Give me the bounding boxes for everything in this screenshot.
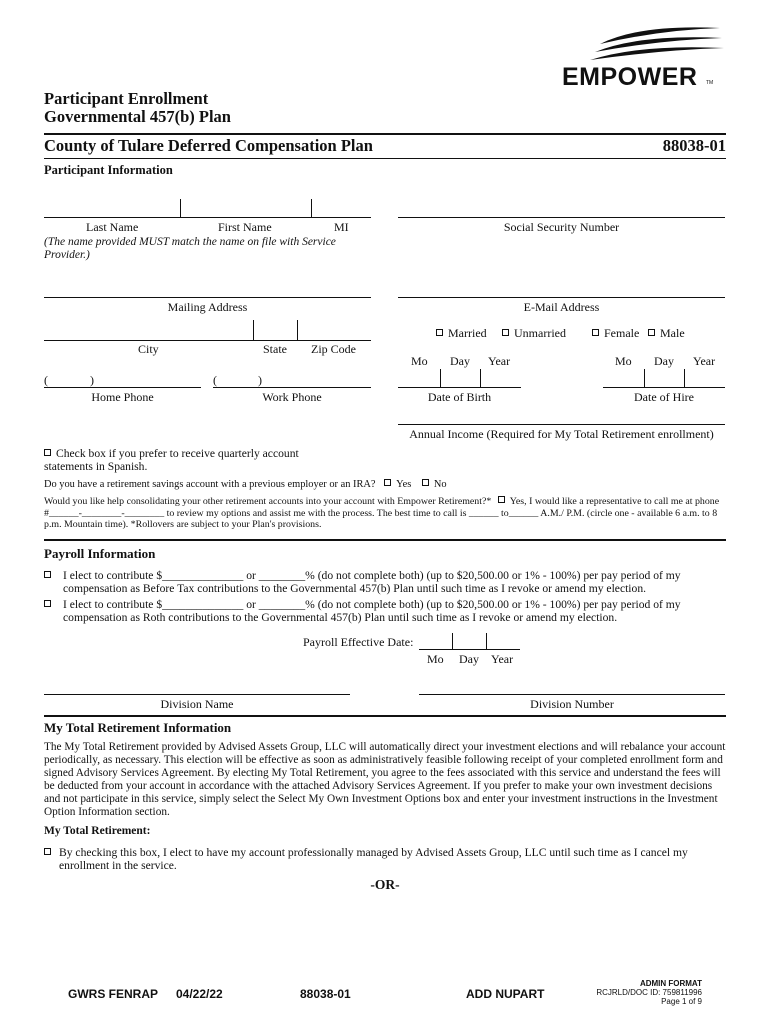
- mtr-subheading: My Total Retirement:: [44, 825, 151, 837]
- admin-format: ADMIN FORMAT: [639, 979, 702, 988]
- home-phone-field[interactable]: [44, 387, 201, 388]
- work-phone-label: Work Phone: [262, 390, 322, 404]
- work-phone-field[interactable]: [213, 387, 371, 388]
- first-name-label: First Name: [218, 220, 272, 234]
- dob-label: Date of Birth: [427, 390, 492, 404]
- state-divider: [297, 320, 298, 340]
- state-label: State: [263, 342, 287, 356]
- zip-label: Zip Code: [311, 342, 356, 356]
- mailing-field[interactable]: [44, 297, 371, 298]
- participant-heading: Participant Information: [44, 163, 173, 177]
- effective-divider: [486, 633, 487, 649]
- ssn-label: Social Security Number: [503, 220, 620, 234]
- doh-day: Day: [654, 354, 674, 368]
- mtr-heading: My Total Retirement Information: [44, 720, 232, 735]
- name-divider: [311, 199, 312, 217]
- work-phone-paren-open: (: [213, 373, 217, 387]
- doh-divider: [684, 369, 685, 387]
- email-field[interactable]: [398, 297, 725, 298]
- male-checkbox[interactable]: Male: [648, 326, 685, 341]
- plan-name: County of Tulare Deferred Compensation Plan: [44, 136, 373, 155]
- division-number-field[interactable]: [419, 694, 725, 695]
- female-checkbox[interactable]: Female: [592, 326, 639, 341]
- payroll-heading: Payroll Information: [44, 546, 156, 561]
- mi-label: MI: [334, 220, 349, 234]
- form-title: [44, 90, 231, 126]
- or-separator: -OR-: [370, 877, 400, 892]
- dob-field[interactable]: [398, 387, 521, 388]
- spanish-checkbox[interactable]: Check box if you prefer to receive quarterly account statements in Spanish.: [44, 447, 299, 473]
- logo-waves-icon: [580, 22, 730, 64]
- before-tax-option[interactable]: I elect to contribute $______________ or ________% (do not complete both) (up to $20,500.00 or 1% - 100%) per pay period of my compensation as Before Tax contributions to the Governmental 457(b) Plan until such time as I revoke or amend my election.: [44, 569, 726, 595]
- title-line-2: Governmental 457(b) Plan: [44, 107, 231, 126]
- logo-tm: TM: [706, 80, 714, 86]
- work-phone-paren-close: ): [258, 373, 262, 387]
- empower-logo: [560, 22, 720, 92]
- dob-divider: [440, 369, 441, 387]
- effective-year: Year: [491, 652, 514, 666]
- dob-day: Day: [450, 354, 470, 368]
- dob-mo: Mo: [411, 354, 428, 368]
- division-number-label: Division Number: [530, 697, 614, 711]
- consolidation-question: Would you like help consolidating your other retirement accounts into your account with Empower Retirement?* Yes, I would like a representative to call me at phone #______-________-________ to review my options and assist me with the process. The best time to call is ______ to______ A.M./ P.M. (circle one - available 6 a.m. to 8 p.m. Mountain time). *Rollovers are subject to your Plan's provisions.: [44, 496, 720, 530]
- email-label: E-Mail Address: [523, 300, 600, 314]
- name-note: (The name provided MUST match the name on file with Service Provider.): [44, 236, 336, 261]
- city-state-zip-field[interactable]: [44, 340, 371, 341]
- roth-option[interactable]: I elect to contribute $______________ or ________% (do not complete both) (up to $20,500.00 or 1% - 100%) per pay period of my compensation as Roth contributions to the Governmental 457(b) Plan until such time as I revoke or amend my election.: [44, 598, 726, 624]
- prev-yes-checkbox[interactable]: Yes: [384, 479, 411, 490]
- mtr-body: The My Total Retirement provided by Advised Assets Group, LLC will automatically direct your investment elections and will rebalance your account periodically, as necessary. This election will be effective as soon as administratively feasible following receipt of your completed enrollment form and signed Advisory Services Agreement. By electing My Total Retirement, you agree to the fees associated with this service and understand the fees will be deducted from your account in accordance with the attached Advisory Services Agreement. If you prefer to make your own investment decisions and not participate in this service, simply select the Select My Own Investment Options box and enter your investment instructions in the Investment Option Information section.: [44, 741, 726, 818]
- name-field[interactable]: [44, 217, 371, 218]
- effective-date-field[interactable]: [419, 649, 520, 650]
- doh-label: Date of Hire: [634, 390, 694, 404]
- doh-year: Year: [693, 354, 716, 368]
- city-label: City: [138, 342, 159, 356]
- footer-plan: 88038-01: [300, 987, 351, 1001]
- division-name-label: Division Name: [160, 697, 234, 711]
- effective-date-label: Payroll Effective Date:: [303, 635, 414, 649]
- footer-add: ADD NUPART: [466, 987, 545, 1001]
- prev-no-checkbox[interactable]: No: [422, 479, 447, 490]
- effective-divider: [452, 633, 453, 649]
- home-phone-label: Home Phone: [91, 390, 154, 404]
- doc-id: RCJRLD/DOC ID: 759811996: [596, 988, 702, 997]
- footer-date: 04/22/22: [176, 987, 223, 1001]
- last-name-label: Last Name: [86, 220, 139, 234]
- ssn-field[interactable]: [398, 217, 725, 218]
- city-divider: [253, 320, 254, 340]
- dob-divider: [480, 369, 481, 387]
- doh-field[interactable]: [603, 387, 725, 388]
- effective-day: Day: [459, 652, 479, 666]
- representative-checkbox[interactable]: Yes, I would like a representative to call me at phone #______-________-________ to review my options and assist me with the process. The best time to call is ______ to______ A.M./ P.M. (circle one - available 6 a.m. to 8 p.m. Mountain time). *Rollovers are subject to your Plan's provisions.: [44, 496, 720, 530]
- previous-account-question: Do you have a retirement savings account with a previous employer or an IRA? Yes No: [44, 479, 447, 490]
- plan-number: 88038-01: [662, 136, 726, 155]
- income-field[interactable]: [398, 424, 725, 425]
- income-label: Annual Income (Required for My Total Retirement enrollment): [409, 427, 714, 441]
- married-checkbox[interactable]: Married: [436, 326, 487, 341]
- header-rule: [44, 133, 726, 135]
- plan-rule: [44, 158, 726, 159]
- footer-code: GWRS FENRAP: [68, 987, 158, 1001]
- dob-year: Year: [488, 354, 511, 368]
- footer-admin: [596, 979, 702, 1006]
- unmarried-checkbox[interactable]: Unmarried: [502, 326, 566, 341]
- page-number: Page 1 of 9: [661, 997, 702, 1006]
- title-line-1: Participant Enrollment: [44, 89, 209, 108]
- payroll-rule: [44, 539, 726, 541]
- division-name-field[interactable]: [44, 694, 350, 695]
- logo-text: EMPOWER: [562, 63, 698, 91]
- name-divider: [180, 199, 181, 217]
- home-phone-paren-close: ): [90, 373, 94, 387]
- mtr-rule: [44, 715, 726, 717]
- mtr-checkbox[interactable]: By checking this box, I elect to have my account professionally managed by Advised Assets Group, LLC until such time as I cancel my enrollment in the service.: [44, 846, 728, 872]
- effective-mo: Mo: [427, 652, 444, 666]
- doh-divider: [644, 369, 645, 387]
- mailing-label: Mailing Address: [167, 300, 248, 314]
- home-phone-paren-open: (: [44, 373, 48, 387]
- doh-mo: Mo: [615, 354, 632, 368]
